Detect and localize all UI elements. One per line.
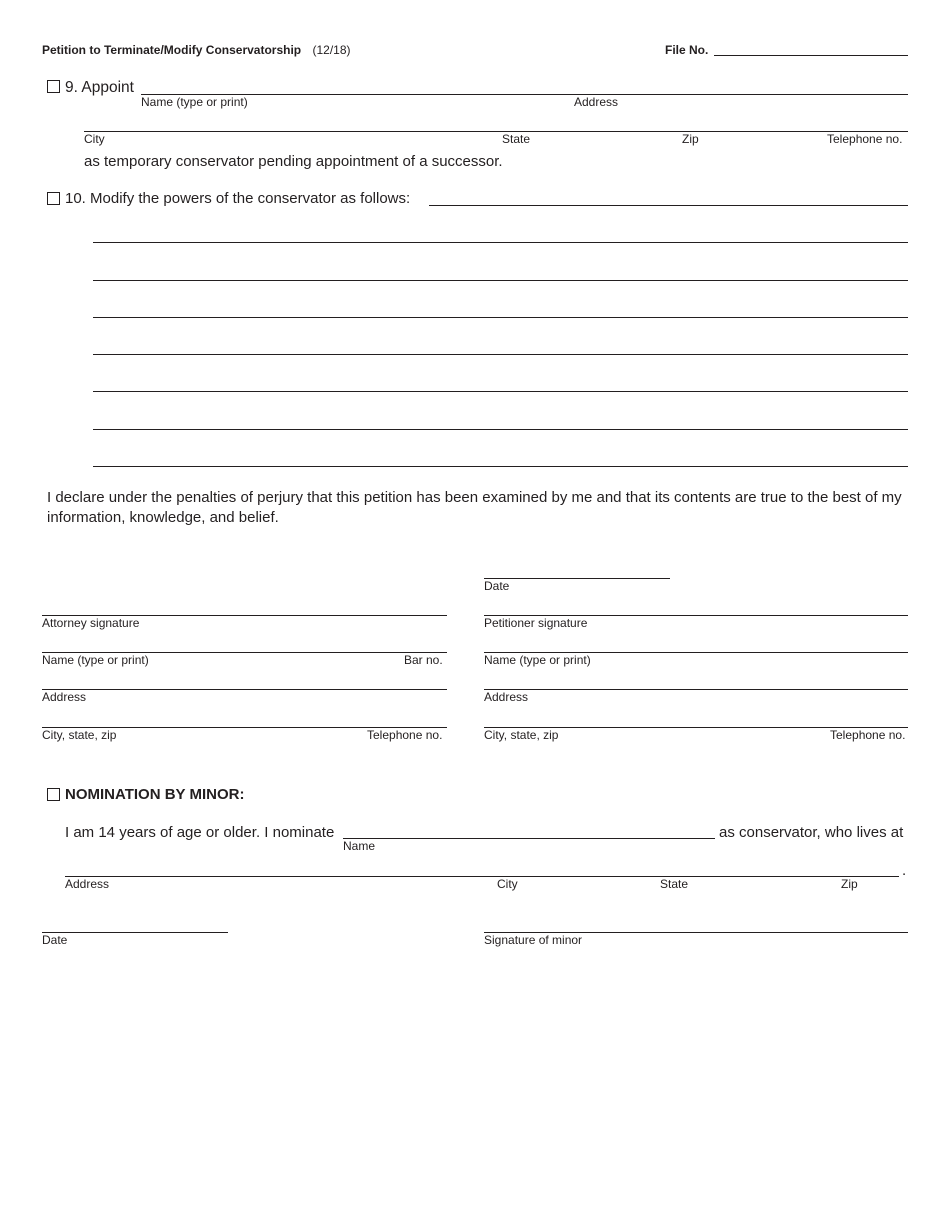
item10-line[interactable] xyxy=(93,242,908,243)
attorney-address-caption: Address xyxy=(42,690,87,704)
item10-checkbox[interactable] xyxy=(47,192,60,205)
petitioner-city-caption: City, state, zip xyxy=(484,728,559,742)
nominee-name-caption: Name xyxy=(343,839,376,853)
item9-name-field[interactable] xyxy=(141,94,908,95)
declaration-text: I declare under the penalties of perjury that this petition has been examined by me and that its contents are true to the best of my information, knowledge, and belief. xyxy=(47,489,902,526)
item9-name-caption: Name (type or print) xyxy=(141,95,248,109)
date-field[interactable] xyxy=(484,578,670,579)
item9-state-caption: State xyxy=(502,132,531,146)
nominee-state-caption: State xyxy=(660,877,689,891)
petitioner-phone-caption: Telephone no. xyxy=(830,728,906,742)
item9-city-field[interactable] xyxy=(84,131,908,132)
item9-telephone-caption: Telephone no. xyxy=(827,132,903,146)
item10-line[interactable] xyxy=(93,280,908,281)
item9-checkbox[interactable] xyxy=(47,80,60,93)
nomination-lead-text: I am 14 years of age or older. I nominate xyxy=(65,824,335,841)
nomination-checkbox[interactable] xyxy=(47,788,60,801)
attorney-signature-caption: Attorney signature xyxy=(42,616,140,630)
minor-signature-caption: Signature of minor xyxy=(484,933,583,947)
item10-line[interactable] xyxy=(93,391,908,392)
petitioner-name-caption: Name (type or print) xyxy=(484,653,591,667)
file-no-field[interactable] xyxy=(714,55,908,56)
form-header xyxy=(42,43,351,57)
nomination-tail-text: as conservator, who lives at xyxy=(719,824,904,841)
petitioner-signature-caption: Petitioner signature xyxy=(484,616,588,630)
attorney-address-field[interactable] xyxy=(42,689,447,690)
bar-no-caption: Bar no. xyxy=(404,653,443,667)
item9-city-caption: City xyxy=(84,132,105,146)
form-revision: (12/18) xyxy=(312,43,351,57)
nominee-zip-caption: Zip xyxy=(841,877,858,891)
item9-zip-caption: Zip xyxy=(682,132,699,146)
minor-date-field[interactable] xyxy=(42,932,228,933)
attorney-city-caption: City, state, zip xyxy=(42,728,117,742)
item10-field[interactable] xyxy=(429,205,908,206)
petitioner-address-caption: Address xyxy=(484,690,529,704)
item9-label: 9. Appoint xyxy=(65,79,134,96)
attorney-name-caption: Name (type or print) xyxy=(42,653,149,667)
nominee-name-field[interactable] xyxy=(343,838,715,839)
item10-line[interactable] xyxy=(93,317,908,318)
date-caption: Date xyxy=(484,579,510,593)
item10-line[interactable] xyxy=(93,354,908,355)
minor-date-caption: Date xyxy=(42,933,68,947)
attorney-phone-caption: Telephone no. xyxy=(367,728,443,742)
item10-line[interactable] xyxy=(93,466,908,467)
nomination-period: . xyxy=(902,862,907,879)
nominee-city-caption: City xyxy=(497,877,518,891)
item9-address-caption: Address xyxy=(574,95,619,109)
nominee-address-caption: Address xyxy=(65,877,110,891)
form-title: Petition to Terminate/Modify Conservatorship xyxy=(42,43,302,57)
nominee-address-field[interactable] xyxy=(65,876,899,877)
item9-tail-text: as temporary conservator pending appointment of a successor. xyxy=(84,153,503,170)
petitioner-address-field[interactable] xyxy=(484,689,908,690)
item10-line[interactable] xyxy=(93,429,908,430)
nomination-heading: NOMINATION BY MINOR: xyxy=(65,786,245,803)
item10-label: 10. Modify the powers of the conservator as follows: xyxy=(65,190,411,207)
file-no-label: File No. xyxy=(665,43,709,57)
